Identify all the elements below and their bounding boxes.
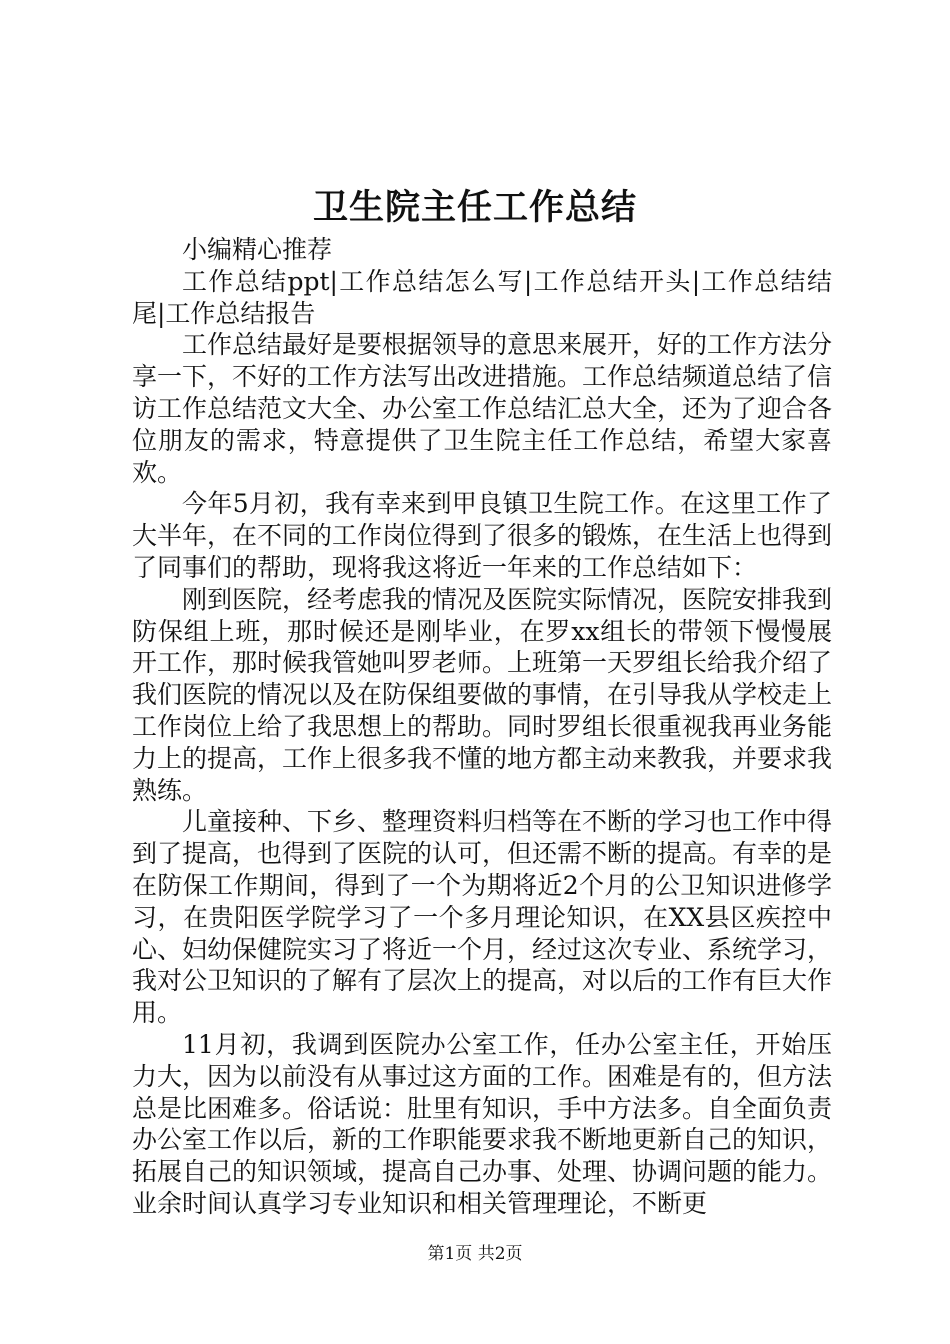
- paragraph-prevention-team: 刚到医院，经考虑我的情况及医院实际情况，医院安排我到防保组上班，那时候还是刚毕业，在罗xx组长的带领下慢慢展开工作，那时候我管她叫罗老师。上班第一天罗组长给我介绍了我们医院的情况以及在防保组要做的事情，在引导我从学校走上工作岗位上给了我思想上的帮助。同时罗组长很重视我再业务能力上的提高，工作上很多我不懂的地方都主动来教我，并要求我熟练。: [132, 584, 833, 805]
- paragraph-recommend: 小编精心推荐: [182, 235, 333, 264]
- paragraph-office-work: 11月初，我调到医院办公室工作，任办公室主任，开始压力大，因为以前没有从事过这方面的工作。困难是有的，但方法总是比困难多。俗话说：肚里有知识，手中方法多。自全面负责办公室工作以后，新的工作职能要求我不断地更新自己的知识，拓展自己的知识领域，提高自己办事、处理、协调问题的能力。业余时间认真学习专业知识和相关管理理论，不断更: [132, 1029, 833, 1218]
- document-title: 卫生院主任工作总结: [312, 188, 637, 228]
- paragraph-related-links: 工作总结ppt|工作总结怎么写|工作总结开头|工作总结结尾|工作总结报告: [132, 266, 832, 328]
- paragraph-intro: 工作总结最好是要根据领导的意思来展开，好的工作方法分享一下，不好的工作方法写出改进措施。工作总结频道总结了信访工作总结范文大全、办公室工作总结汇总大全，还为了迎合各位朋友的需求，特意提供了卫生院主任工作总结，希望大家喜欢。: [132, 330, 833, 487]
- paragraph-opening: 今年5月初，我有幸来到甲良镇卫生院工作。在这里工作了大半年，在不同的工作岗位得到了很多的锻炼，在生活上也得到了同事们的帮助，现将我这将近一年来的工作总结如下：: [132, 489, 833, 582]
- document-body: [132, 234, 832, 1220]
- page-footer: 第1页 共2页: [427, 1244, 523, 1264]
- paragraph-training: 儿童接种、下乡、整理资料归档等在不断的学习也工作中得到了提高，也得到了医院的认可，但还需不断的提高。有幸的是在防保工作期间，得到了一个为期将近2个月的公卫知识进修学习，在贵阳医学院学习了一个多月理论知识，在XX县区疾控中心、妇幼保健院实习了将近一个月，经过这次专业、系统学习，我对公卫知识的了解有了层次上的提高，对以后的工作有巨大作用。: [132, 807, 833, 1028]
